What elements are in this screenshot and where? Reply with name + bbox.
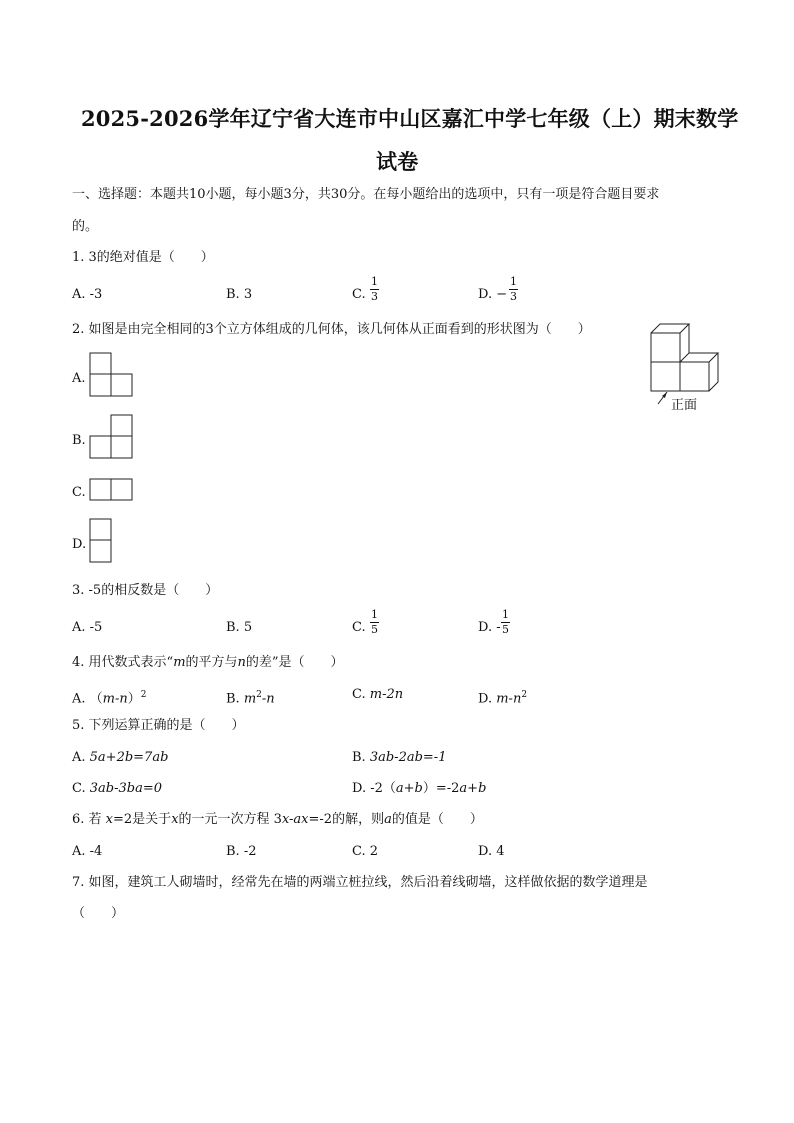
q5-stem: 5. 下列运算正确的是（ ） xyxy=(72,718,245,733)
figure-label-front: 正面 xyxy=(671,398,698,413)
q1-option-d-fraction xyxy=(509,276,518,303)
var-x: x xyxy=(171,812,179,827)
q4-stem-part: 的差”是（ ） xyxy=(245,655,344,670)
opt-part: A. （ xyxy=(72,691,103,707)
q6-option-d: D. 4 xyxy=(478,844,505,859)
q4-option-b xyxy=(226,687,275,707)
q1-option-a: A. -3 xyxy=(72,287,103,302)
opt-part: D. -2（ xyxy=(352,781,396,796)
q3-option-d-fraction xyxy=(501,609,510,636)
q6-option-c: C. 2 xyxy=(352,844,379,859)
q5-option-b xyxy=(352,750,446,766)
stem-part: 的值是（ ） xyxy=(391,812,483,827)
q4-option-d xyxy=(478,687,527,707)
q6-stem xyxy=(72,812,483,828)
q4-stem xyxy=(72,655,344,671)
opt-part: ）=-2 xyxy=(422,781,460,796)
opt-expr: m-2n xyxy=(369,687,404,702)
var-a: a xyxy=(384,812,392,827)
opt-part: ） xyxy=(127,691,141,707)
opt-part: B. xyxy=(352,750,370,765)
q2-option-c-label: C. xyxy=(72,485,86,500)
page-title-line2: 试卷 xyxy=(376,149,419,174)
q3-option-a: A. -5 xyxy=(72,620,103,635)
opt-part: D. xyxy=(478,691,497,707)
opt-expr: -n xyxy=(261,691,275,707)
var-m: m xyxy=(173,655,186,670)
q3-option-c-fraction xyxy=(370,609,379,636)
denominator: 5 xyxy=(371,623,378,636)
q2-option-c-figure xyxy=(89,478,135,503)
q2-stem: 2. 如图是由完全相同的3个立方体组成的几何体，该几何体从正面看到的形状图为（ ） xyxy=(72,322,591,337)
q3-option-b: B. 5 xyxy=(226,620,253,635)
q3-stem: 3. -5的相反数是（ ） xyxy=(72,583,219,598)
q3-option-d-prefix: D. - xyxy=(478,620,501,635)
q2-option-a-label: A. xyxy=(72,371,86,386)
opt-part: A. xyxy=(72,750,90,765)
q1-option-c-prefix: C. xyxy=(352,287,366,302)
stem-part: =-2的解，则 xyxy=(308,812,385,827)
section-heading-cont: 的。 xyxy=(72,219,99,234)
opt-expr: 3ab-3ba=0 xyxy=(89,781,162,796)
opt-part: C. xyxy=(72,781,90,796)
denominator: 5 xyxy=(502,623,509,636)
q6-option-a: A. -4 xyxy=(72,844,103,859)
q7-stem-cont: （ ） xyxy=(72,906,125,921)
opt-expr: 3ab-2ab=-1 xyxy=(369,750,447,765)
opt-part: C. xyxy=(352,687,370,702)
opt-sup: 2 xyxy=(140,690,147,700)
q2-option-b-label: B. xyxy=(72,433,86,448)
page-title: 2025-2026学年辽宁省大连市中山区嘉汇中学七年级（上）期末数学 xyxy=(81,106,739,131)
q5-option-d xyxy=(352,781,486,797)
numerator: 1 xyxy=(371,608,378,621)
q3-option-c-prefix: C. xyxy=(352,620,366,635)
q4-stem-part: 的平方与 xyxy=(185,655,238,670)
q4-option-a xyxy=(72,687,147,707)
opt-sup: 2 xyxy=(521,690,528,700)
q1-stem: 1. 3的绝对值是（ ） xyxy=(72,250,214,265)
stem-part: =2是关于 xyxy=(113,812,172,827)
q5-option-a xyxy=(72,750,168,766)
q2-option-a-figure xyxy=(89,352,135,398)
opt-sup: 2 xyxy=(256,690,262,700)
q2-option-d-figure xyxy=(89,518,114,564)
q2-option-d-label: D. xyxy=(72,537,87,552)
numerator: 1 xyxy=(510,275,517,288)
stem-part: 6. 若 xyxy=(72,812,106,827)
q1-option-c-fraction xyxy=(370,276,379,303)
var-x: x xyxy=(105,812,114,827)
q1-option-d-prefix: D. − xyxy=(478,287,508,302)
denominator: 3 xyxy=(371,290,378,303)
opt-part: B. xyxy=(226,691,244,707)
q2-option-b-figure xyxy=(89,414,135,460)
q7-stem: 7. 如图，建筑工人砌墙时，经常先在墙的两端立桩拉线，然后沿着线砌墙，这样做依据的数学道理是 xyxy=(72,875,648,890)
opt-expr: m-n xyxy=(496,691,522,707)
q1-option-b: B. 3 xyxy=(226,287,253,302)
q4-stem-part: 4. 用代数式表示“ xyxy=(72,655,174,670)
numerator: 1 xyxy=(502,608,509,621)
q6-option-b: B. -2 xyxy=(226,844,257,859)
q4-option-c xyxy=(352,687,403,703)
denominator: 3 xyxy=(510,290,517,303)
opt-expr: a+b xyxy=(395,781,423,796)
opt-expr: 5a+2b=7ab xyxy=(89,750,169,765)
section-heading: 一、选择题：本题共10小题，每小题3分，共30分。在每小题给出的选项中，只有一项是符合题目要求 xyxy=(72,187,660,202)
opt-expr: a+b xyxy=(459,781,487,796)
opt-expr: m-n xyxy=(102,691,128,707)
q5-option-c xyxy=(72,781,162,797)
expr: x-ax xyxy=(281,812,309,827)
var-n: n xyxy=(237,655,246,670)
opt-expr: m xyxy=(243,691,257,707)
stem-part: 的一元一次方程 3 xyxy=(178,812,282,827)
numerator: 1 xyxy=(371,275,378,288)
